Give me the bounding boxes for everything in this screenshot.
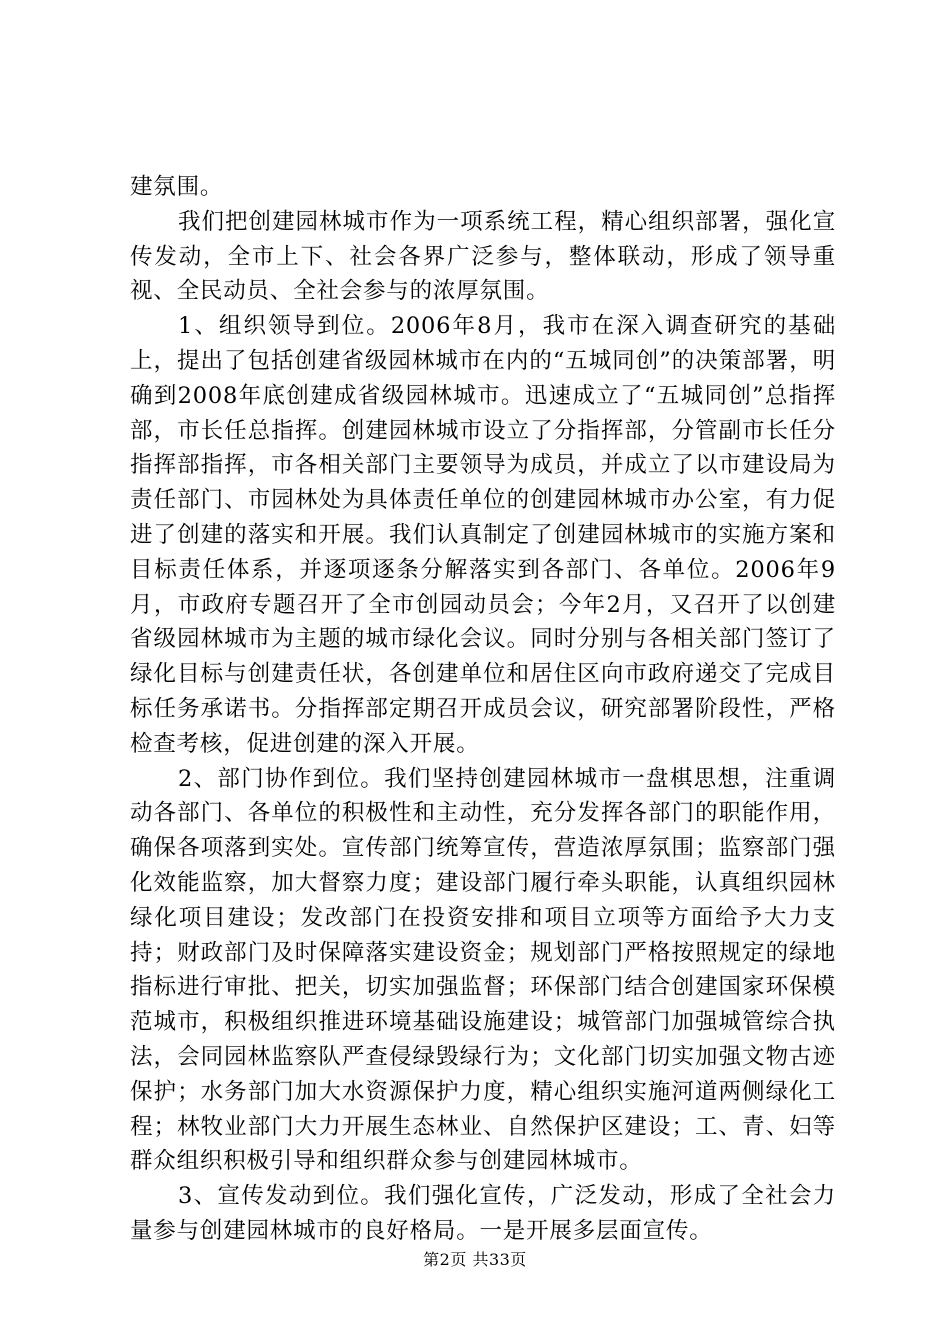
paragraph-publicity-mobilization: 3、宣传发动到位。我们强化宣传，广泛发动，形成了全社会力量参与创建园林城市的良好格局。一是开展多层面宣传。 [130, 1183, 836, 1244]
page-number-label: 第2页 共33页 [423, 1250, 527, 1269]
page-footer [0, 1250, 950, 1270]
paragraph-organization-leadership: 1、组织领导到位。2006年8月，我市在深入调查研究的基础上，提出了包括创建省级园林城市在内的“五城同创”的决策部署，明确到2008年底创建成省级园林城市。迅速成立了“五城同创”总指挥部，市长任总指挥。创建园林城市设立了分指挥部，分管副市长任分指挥部指挥，市各相关部门主要领导为成员，并成立了以市建设局为责任部门、市园林处为具体责任单位的创建园林城市办公室，有力促进了创建的落实和开展。我们认真制定了创建园林城市的实施方案和目标责任体系，并逐项逐条分解落实到各部门、各单位。2006年9月，市政府专题召开了全市创园动员会；今年2月，又召开了以创建省级园林城市为主题的城市绿化会议。同时分别与各相关部门签订了绿化目标与创建责任状，各创建单位和居住区向市政府递交了完成目标任务承诺书。分指挥部定期召开成员会议，研究部署阶段性，严格检查考核，促进创建的深入开展。 [130, 313, 836, 757]
paragraph-department-cooperation: 2、部门协作到位。我们坚持创建园林城市一盘棋思想，注重调动各部门、各单位的积极性和主动性，充分发挥各部门的职能作用，确保各项落到实处。宣传部门统筹宣传，营造浓厚氛围；监察部门强化效能监察，加大督察力度；建设部门履行牵头职能，认真组织园林绿化项目建设；发改部门在投资安排和项目立项等方面给予大力支持；财政部门及时保障落实建设资金；规划部门严格按照规定的绿地指标进行审批、把关，切实加强监督；环保部门结合创建国家环保模范城市，积极组织推进环境基础设施建设；城管部门加强城管综合执法，会同园林监察队严查侵绿毁绿行为；文化部门切实加强文物古迹保护；水务部门加大水资源保护力度，精心组织实施河道两侧绿化工程；林牧业部门大力开展生态林业、自然保护区建设；工、青、妇等群众组织积极引导和组织群众参与创建园林城市。 [130, 765, 836, 1175]
paragraph-continuation: 建氛围。 [130, 174, 224, 200]
paragraph-intro: 我们把创建园林城市作为一项系统工程，精心组织部署，强化宣传发动，全市上下、社会各界广泛参与，整体联动，形成了领导重视、全民动员、全社会参与的浓厚氛围。 [130, 208, 836, 305]
document-body [130, 170, 836, 1249]
